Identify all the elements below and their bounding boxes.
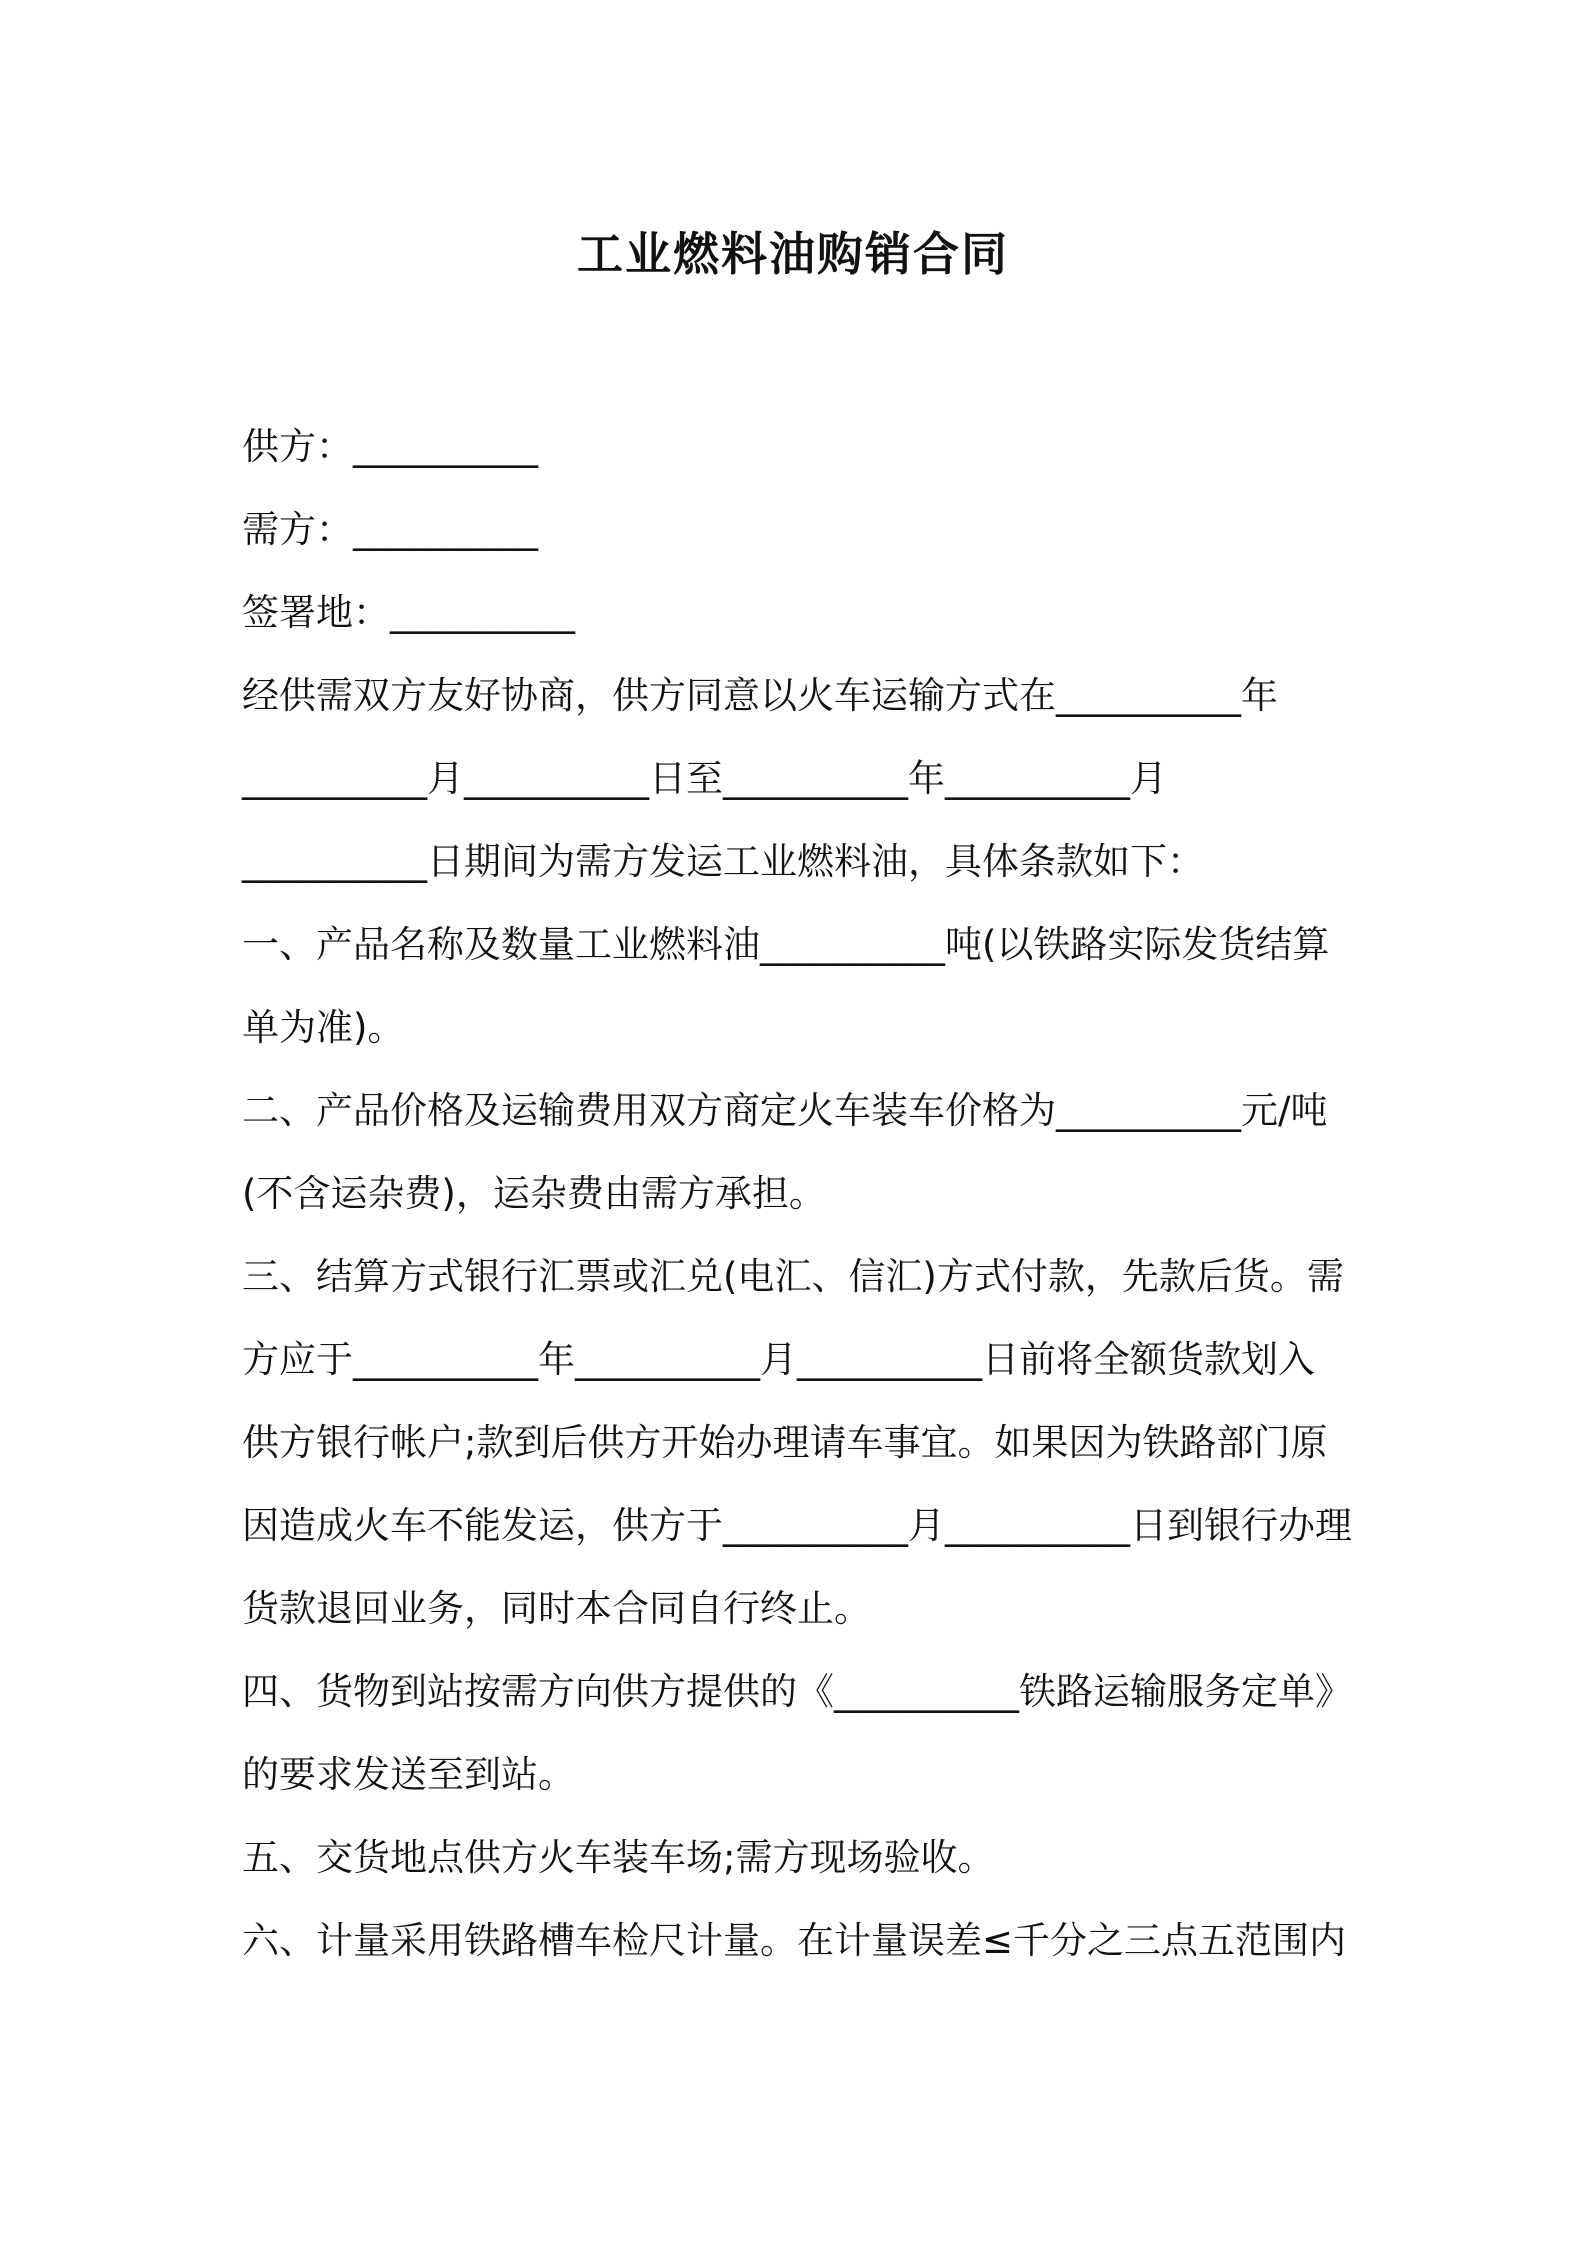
clause-3-line: 方应于__________年__________月__________日前将全额货款划入 <box>242 1338 1315 1381</box>
paragraph-line: 经供需双方友好协商，供方同意以火车运输方式在__________年 <box>242 674 1278 717</box>
clause-5-line: 五、交货地点供方火车装车场;需方现场验收。 <box>242 1836 995 1879</box>
clause-3-line: 货款退回业务，同时本合同自行终止。 <box>242 1587 871 1630</box>
buyer-line: 需方：__________ <box>242 508 538 551</box>
document-title: 工业燃料油购销合同 <box>577 227 1009 281</box>
clause-1-line: 一、产品名称及数量工业燃料油__________吨(以铁路实际发货结算 <box>242 923 1330 966</box>
clause-2-line: (不含运杂费)，运杂费由需方承担。 <box>242 1172 826 1215</box>
clause-1-line: 单为准)。 <box>242 1006 405 1049</box>
clause-2-line: 二、产品价格及运输费用双方商定火车装车价格为__________元/吨 <box>242 1089 1328 1132</box>
clause-3-line: 因造成火车不能发运，供方于__________月__________日到银行办理 <box>242 1504 1352 1547</box>
clause-4-line: 四、货物到站按需方向供方提供的《__________铁路运输服务定单》 <box>242 1670 1352 1713</box>
clause-3-line: 三、结算方式银行汇票或汇兑(电汇、信汇)方式付款，先款后货。需 <box>242 1255 1344 1298</box>
supplier-line: 供方：__________ <box>242 425 538 468</box>
clause-3-line: 供方银行帐户;款到后供方开始办理请车事宜。如果因为铁路部门原 <box>242 1421 1328 1464</box>
clause-6-line: 六、计量采用铁路槽车检尺计量。在计量误差≤千分之三点五范围内 <box>242 1919 1347 1962</box>
paragraph-line: __________日期间为需方发运工业燃料油，具体条款如下： <box>242 840 1204 883</box>
paragraph-line: __________月__________日至__________年__________月 <box>242 757 1167 800</box>
clause-4-line: 的要求发送至到站。 <box>242 1753 575 1796</box>
document-body <box>242 405 1362 1982</box>
signing-place-line: 签署地：__________ <box>242 591 575 634</box>
